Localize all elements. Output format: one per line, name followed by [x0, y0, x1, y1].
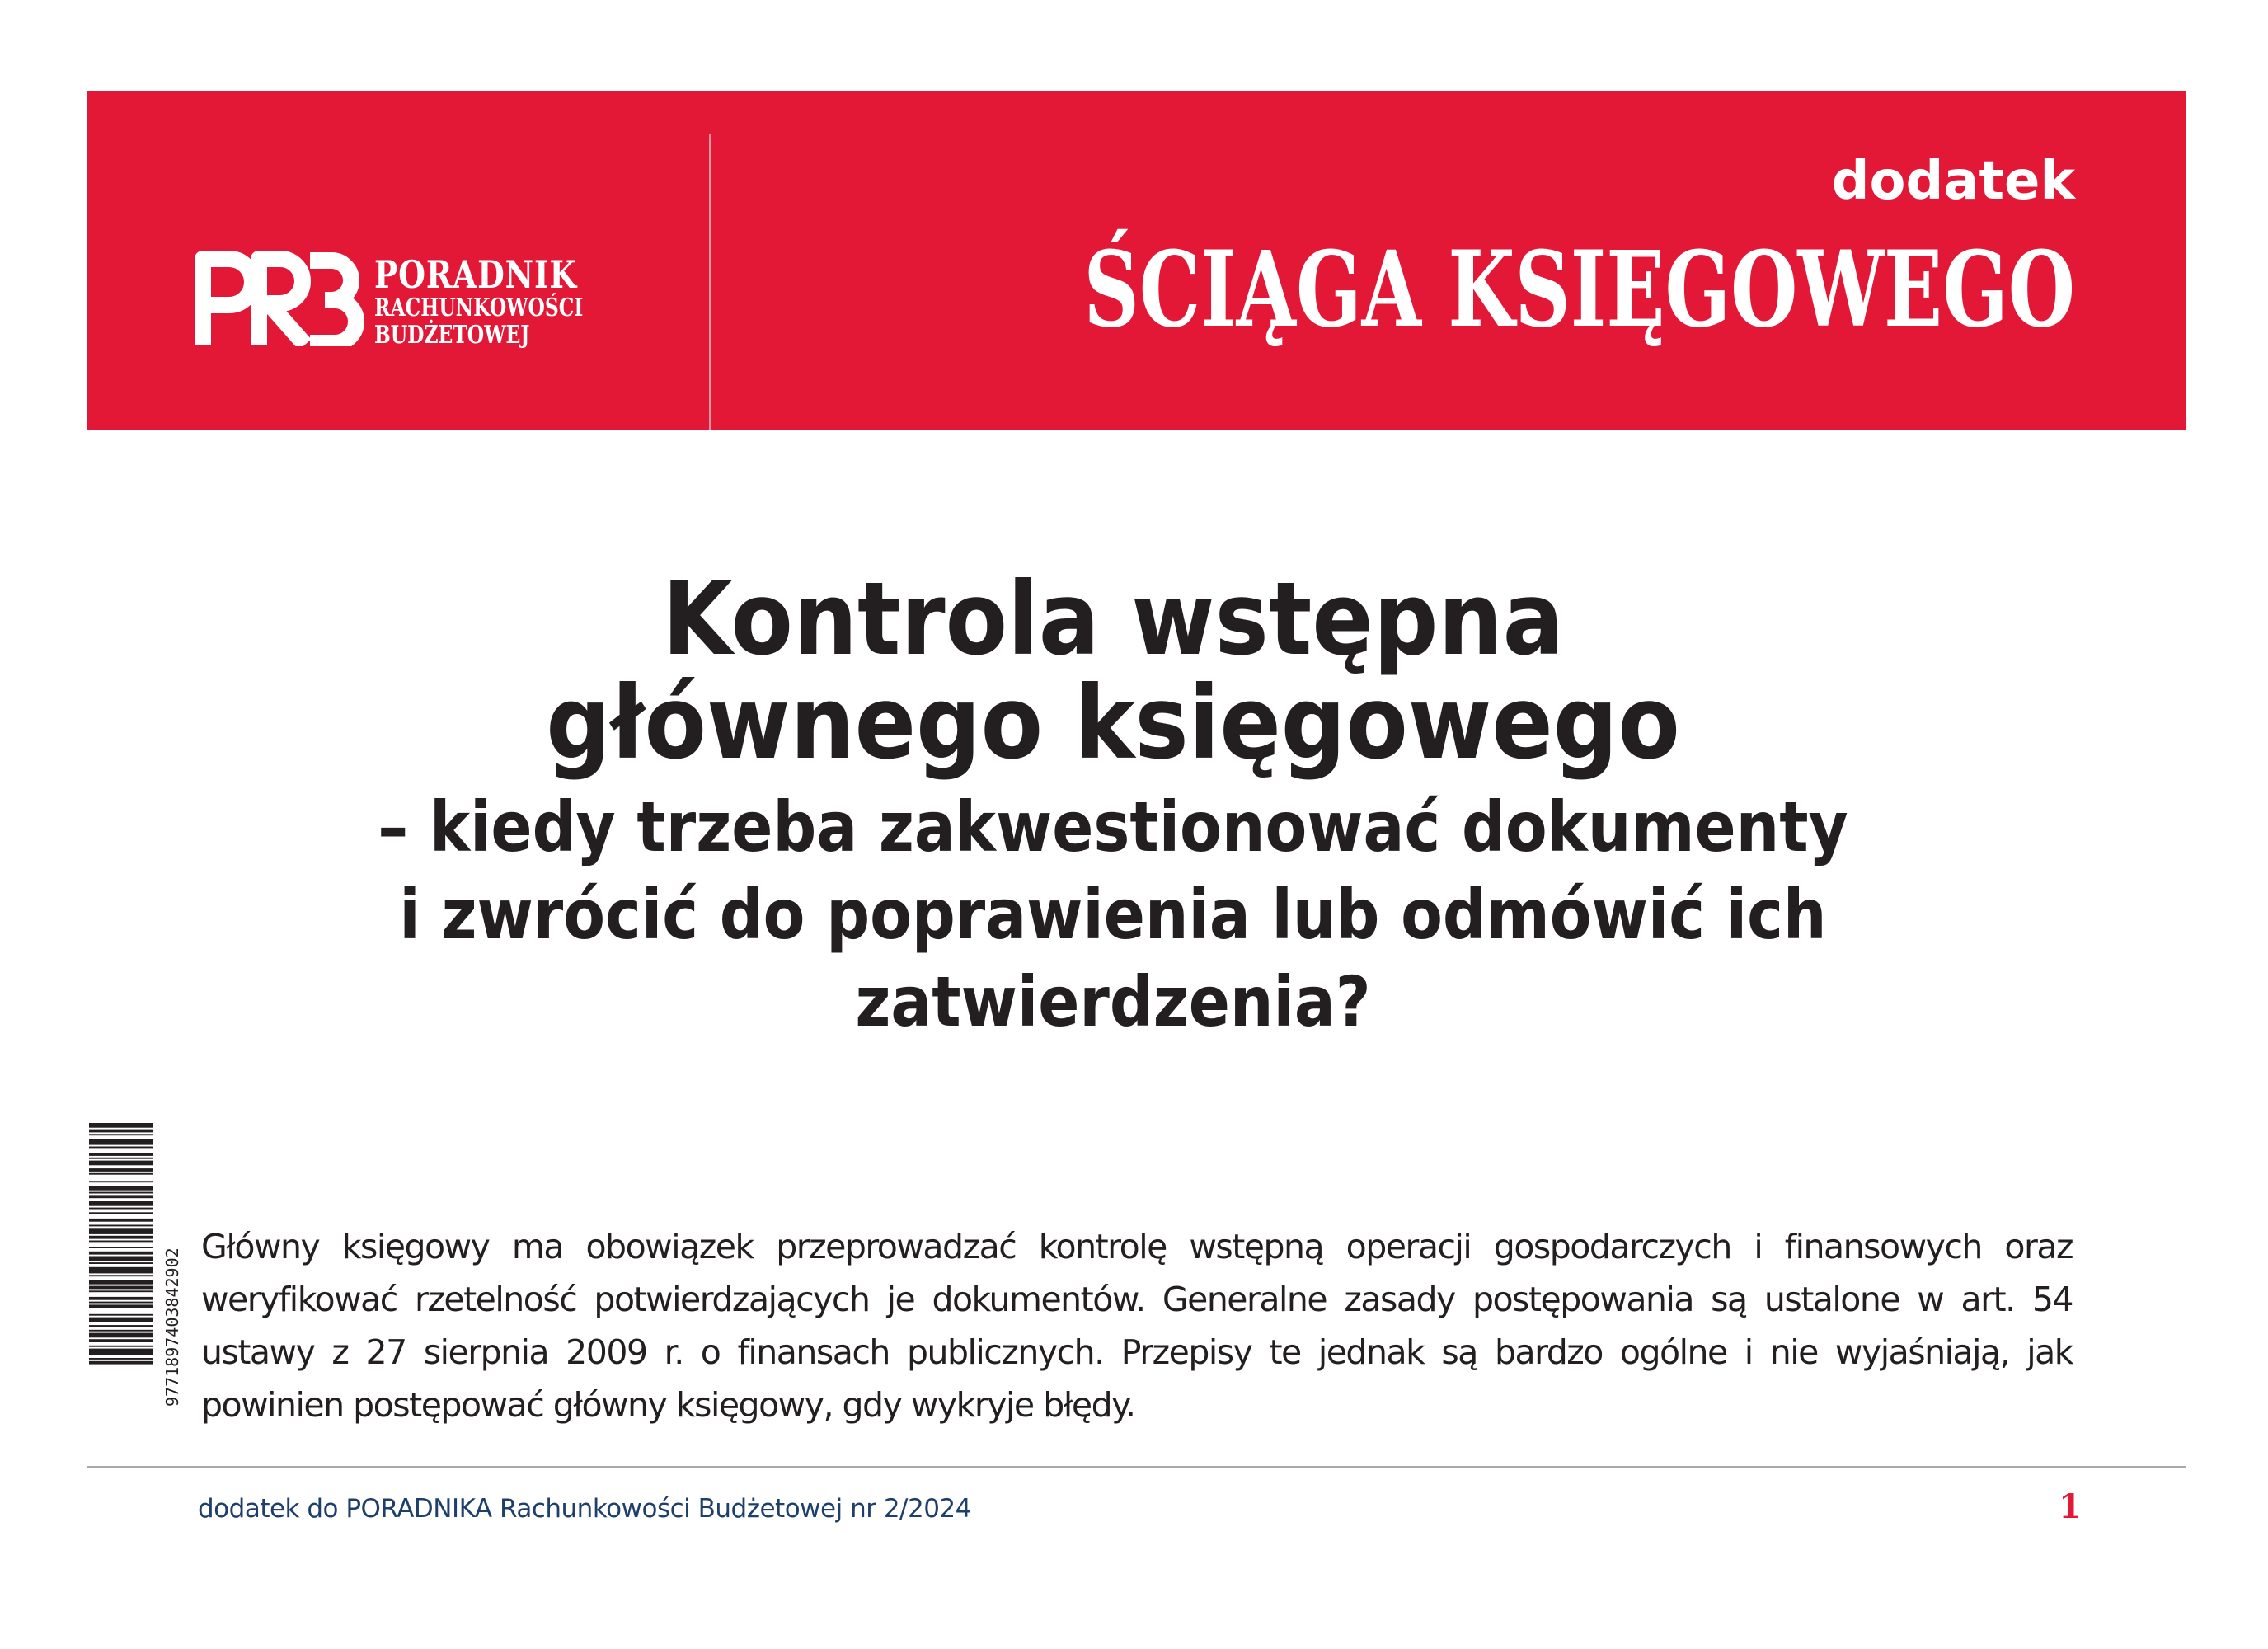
barcode-bar: [89, 1318, 153, 1322]
barcode-bar: [89, 1130, 153, 1133]
barcode-bar: [89, 1252, 153, 1255]
barcode-bar: [89, 1225, 153, 1227]
barcode-bar: [89, 1304, 153, 1308]
barcode-bar: [89, 1280, 153, 1285]
barcode-bar: [89, 1236, 153, 1239]
barcode-bar: [89, 1247, 153, 1248]
barcode-bar: [89, 1147, 153, 1149]
barcode-bar: [89, 1257, 153, 1261]
barcode-bar: [89, 1161, 153, 1166]
article-headline: [247, 561, 1979, 1045]
subtitle-line-1: – kiedy trzeba zakwestionować dokumenty: [378, 787, 1848, 867]
header-banner: [87, 91, 2186, 430]
barcode-bar: [89, 1349, 153, 1355]
barcode-bar: [89, 1339, 153, 1342]
barcode-bar: [89, 1333, 153, 1338]
barcode-bar: [89, 1134, 153, 1135]
barcode-bar: [89, 1358, 153, 1360]
barcode-bar: [89, 1158, 153, 1159]
barcode-bar: [89, 1168, 153, 1172]
barcode-bar: [89, 1219, 153, 1222]
barcode-bar: [89, 1153, 153, 1156]
barcode-bar: [89, 1195, 153, 1198]
supplement-label: dodatek: [1831, 151, 2075, 212]
intro-paragraph: Główny księgowy ma obowiązek przeprowadzać kontrolę wstępną operacji gospodarczych i finansowych oraz weryfikować rzetelność potwierdzających je dokumentów. Generalne zasady postępowania są ustalone w art. 54 ustawy z 27 sierpnia 2009 r. o finansach publicznych. Przepisy te jednak są bardzo ogólne i nie wyjaśniają, jak powinien postępować główny księgowy, gdy wykryje błędy.: [201, 1227, 2073, 1425]
barcode-number: 9771897403842902: [162, 1247, 182, 1407]
banner-divider: [709, 134, 711, 432]
barcode-bar: [89, 1290, 153, 1292]
subtitle-line-3: zatwierdzenia?: [855, 961, 1371, 1042]
barcode-bar: [89, 1286, 153, 1290]
barcode-bar: [89, 1201, 153, 1206]
logo-line-budzetowej: BUDŻETOWEJ: [374, 321, 530, 350]
barcode-bar: [89, 1262, 153, 1264]
prb-logo-mark: [195, 247, 368, 346]
barcode-bar: [89, 1192, 153, 1194]
barcode-bar: [89, 1314, 153, 1316]
barcode-bars: [89, 1123, 153, 1365]
title-line-1: Kontrola wstępna: [662, 561, 1564, 678]
logo-line-rachunkowosci: RACHUNKOWOŚCI: [374, 294, 584, 322]
barcode-bar: [89, 1346, 153, 1347]
barcode-bar: [89, 1228, 153, 1234]
logo-wordmark: [374, 252, 638, 350]
barcode-bar: [89, 1330, 153, 1332]
footer-rule: [87, 1466, 2186, 1468]
barcode-bar: [89, 1123, 153, 1128]
barcode-bar: [89, 1325, 153, 1327]
barcode: [86, 1120, 186, 1410]
supplement-title: ŚCIĄGA KSIĘGOWEGO: [1083, 228, 2075, 350]
subtitle-line-2: i zwrócić do poprawienia lub odmówić ich: [399, 874, 1827, 955]
barcode-bar: [89, 1139, 153, 1145]
barcode-bar: [89, 1302, 153, 1304]
footer-issue-info: dodatek do PORADNIKA Rachunkowości Budżetowej nr 2/2024: [198, 1494, 971, 1524]
barcode-bar: [89, 1208, 153, 1210]
barcode-bar: [89, 1267, 153, 1274]
barcode-bar: [89, 1361, 153, 1365]
barcode-bar: [89, 1275, 153, 1276]
barcode-bar: [89, 1241, 153, 1243]
barcode-bar: [89, 1212, 153, 1214]
barcode-bar: [89, 1181, 153, 1182]
title-line-2: głównego księgowego: [546, 665, 1680, 782]
barcode-bar: [89, 1297, 153, 1300]
page-number: 1: [2059, 1487, 2082, 1526]
barcode-bar: [89, 1186, 153, 1191]
barcode-bar: [89, 1173, 153, 1175]
logo-line-poradnik: PORADNIK: [374, 252, 578, 297]
